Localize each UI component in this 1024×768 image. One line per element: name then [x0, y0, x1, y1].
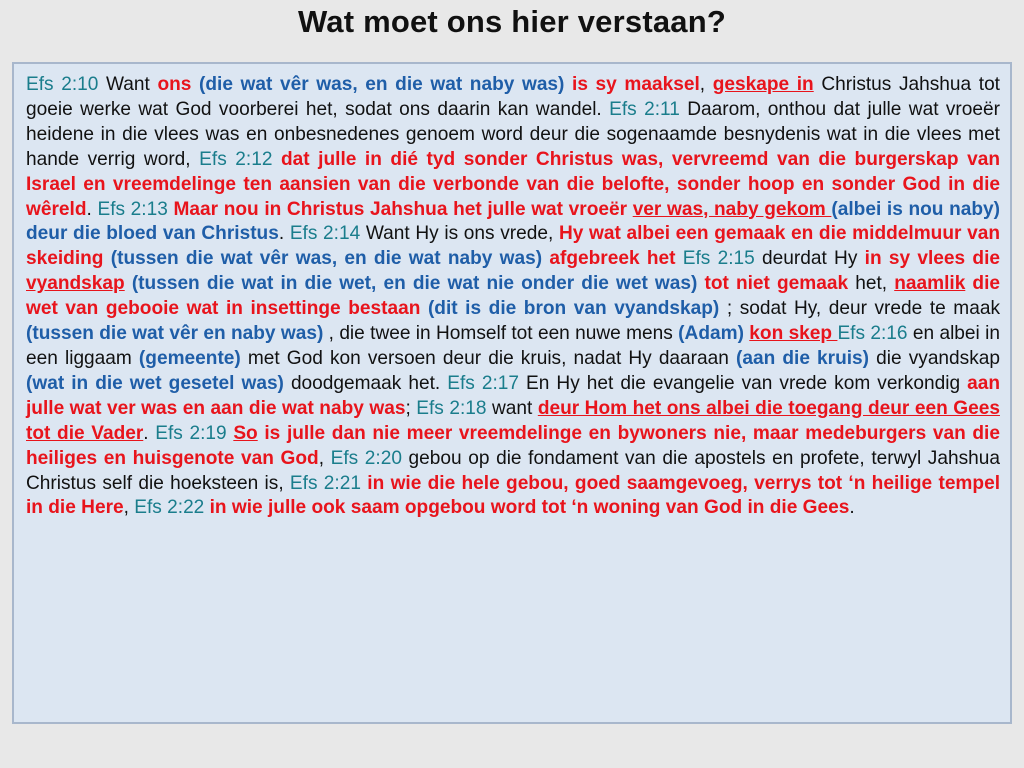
passage-text: [676, 248, 683, 269]
scripture-passage: [26, 73, 1000, 521]
passage-text: deurdat Hy: [754, 248, 865, 270]
red-emphasis: is julle dan nie meer vreemdelinge en bywoners nie, maar medeburgers van die heiliges en huisgenote van God: [26, 422, 1000, 469]
passage-text: Daarom, onthou dat julle wat vroeër heidene in die vlees was en onbesnedenes genoem word deur die sogenaamde besnydenis wat in die vlees met hande verrig word,: [26, 98, 1000, 170]
blue-annotation: (Adam): [678, 323, 744, 345]
verse-reference: Efs 2:18: [416, 397, 487, 419]
passage-text: die vyandskap: [869, 347, 1001, 369]
blue-annotation: (aan die kruis): [736, 347, 870, 369]
verse-reference: Efs 2:17: [447, 372, 520, 394]
passage-text: .: [849, 497, 855, 519]
red-emphasis: ver was, naby gekom: [632, 198, 832, 220]
passage-text: .: [278, 223, 290, 245]
red-emphasis: So: [233, 422, 258, 444]
passage-text: ,: [318, 447, 331, 469]
verse-reference: Efs 2:11: [609, 98, 680, 120]
passage-text: en albei in een liggaam: [26, 323, 1000, 369]
passage-text: Christus Jahshua tot goeie werke wat God voorberei het, sodat ons daarin kan wandel.: [26, 74, 1000, 120]
verse-reference: Efs 2:21: [289, 472, 361, 494]
passage-text: [272, 149, 281, 170]
passage-text: Want Hy is ons vrede,: [360, 223, 559, 245]
blue-annotation: (tussen die wat in die wet, en die wat nie onder die wet was): [124, 273, 698, 295]
red-emphasis: Maar nou in Christus Jahshua het julle wat vroeër: [173, 198, 633, 220]
red-emphasis: in sy vlees die: [864, 248, 1000, 270]
blue-annotation: (albei is nou naby) deur die bloed van Christus: [26, 198, 1000, 245]
passage-text: want: [486, 397, 538, 419]
passage-text: gebou op die fondament van die apostels en profete, terwyl Jahshua Christus self die hoeksteen is,: [26, 447, 1000, 494]
verse-reference: Efs 2:13: [97, 198, 168, 220]
scripture-panel: [12, 62, 1012, 724]
passage-text: ,: [123, 497, 135, 519]
red-emphasis: vyandskap: [26, 273, 125, 295]
verse-reference: Efs 2:20: [330, 447, 402, 469]
passage-text: het,: [848, 273, 895, 295]
blue-annotation: (die wat vêr was, en die wat naby was): [191, 74, 565, 95]
passage-text: ;: [405, 397, 417, 419]
passage-text: ; sodat Hy, deur vrede te maak: [719, 298, 1000, 320]
passage-text: ,: [699, 74, 713, 95]
verse-reference: Efs 2:16: [837, 323, 908, 345]
blue-annotation: (gemeente): [138, 347, 241, 369]
blue-annotation: (dit is die bron van vyandskap): [420, 298, 720, 320]
passage-text: .: [143, 422, 156, 444]
red-emphasis: in wie julle ook saam opgebou word tot ‘n woning van God in die Gees: [209, 497, 850, 519]
red-emphasis: dat julle in dié tyd sonder Christus was, vervreemd van die burgerskap van Israel en vreemdelinge ten aansien van die verbonde van die belofte, sonder hoop en sonder God in die wêreld: [26, 148, 1000, 220]
red-emphasis: kon skep: [749, 323, 838, 345]
blue-annotation: (tussen die wat vêr en naby was): [26, 323, 324, 345]
verse-reference: Efs 2:14: [289, 223, 361, 245]
red-emphasis: deur Hom het ons albei die toegang deur een Gees tot die Vader: [26, 397, 1000, 444]
verse-reference: Efs 2:19: [155, 422, 227, 444]
passage-text: met God kon versoen deur die kruis, nadat Hy daaraan: [240, 347, 736, 369]
red-emphasis: ons: [157, 74, 192, 95]
red-emphasis: geskape in: [712, 74, 814, 95]
red-emphasis: in wie die hele gebou, goed saamgevoeg, verrys tot ‘n heilige tempel in die Here: [26, 472, 1000, 519]
red-emphasis: afgebreek het: [542, 248, 676, 270]
blue-annotation: (wat in die wet gesetel was): [26, 372, 284, 394]
verse-reference: Efs 2:15: [682, 248, 755, 270]
verse-reference: Efs 2:10: [26, 74, 99, 95]
passage-text: , die twee in Homself tot een nuwe mens: [323, 323, 679, 345]
verse-reference: Efs 2:12: [199, 148, 273, 170]
red-emphasis: tot niet gemaak: [697, 273, 849, 295]
passage-text: Want: [98, 74, 158, 95]
red-emphasis: Hy wat albei een gemaak en die middelmuur van skeiding: [26, 223, 1000, 270]
verse-reference: Efs 2:22: [134, 497, 205, 519]
blue-annotation: (tussen die wat vêr was, en die wat naby was): [103, 248, 543, 270]
red-emphasis: is sy maaksel: [564, 74, 700, 95]
slide-title: Wat moet ons hier verstaan?: [297, 4, 727, 39]
passage-text: doodgemaak het.: [283, 372, 448, 394]
red-emphasis: naamlik: [894, 273, 966, 295]
passage-text: .: [86, 198, 98, 220]
red-emphasis: die wet van gebooie wat in insettinge bestaan: [26, 273, 1001, 320]
passage-text: En Hy het die evangelie van vrede kom verkondig: [519, 372, 968, 394]
red-emphasis: aan julle wat ver was en aan die wat naby was: [26, 372, 1000, 419]
